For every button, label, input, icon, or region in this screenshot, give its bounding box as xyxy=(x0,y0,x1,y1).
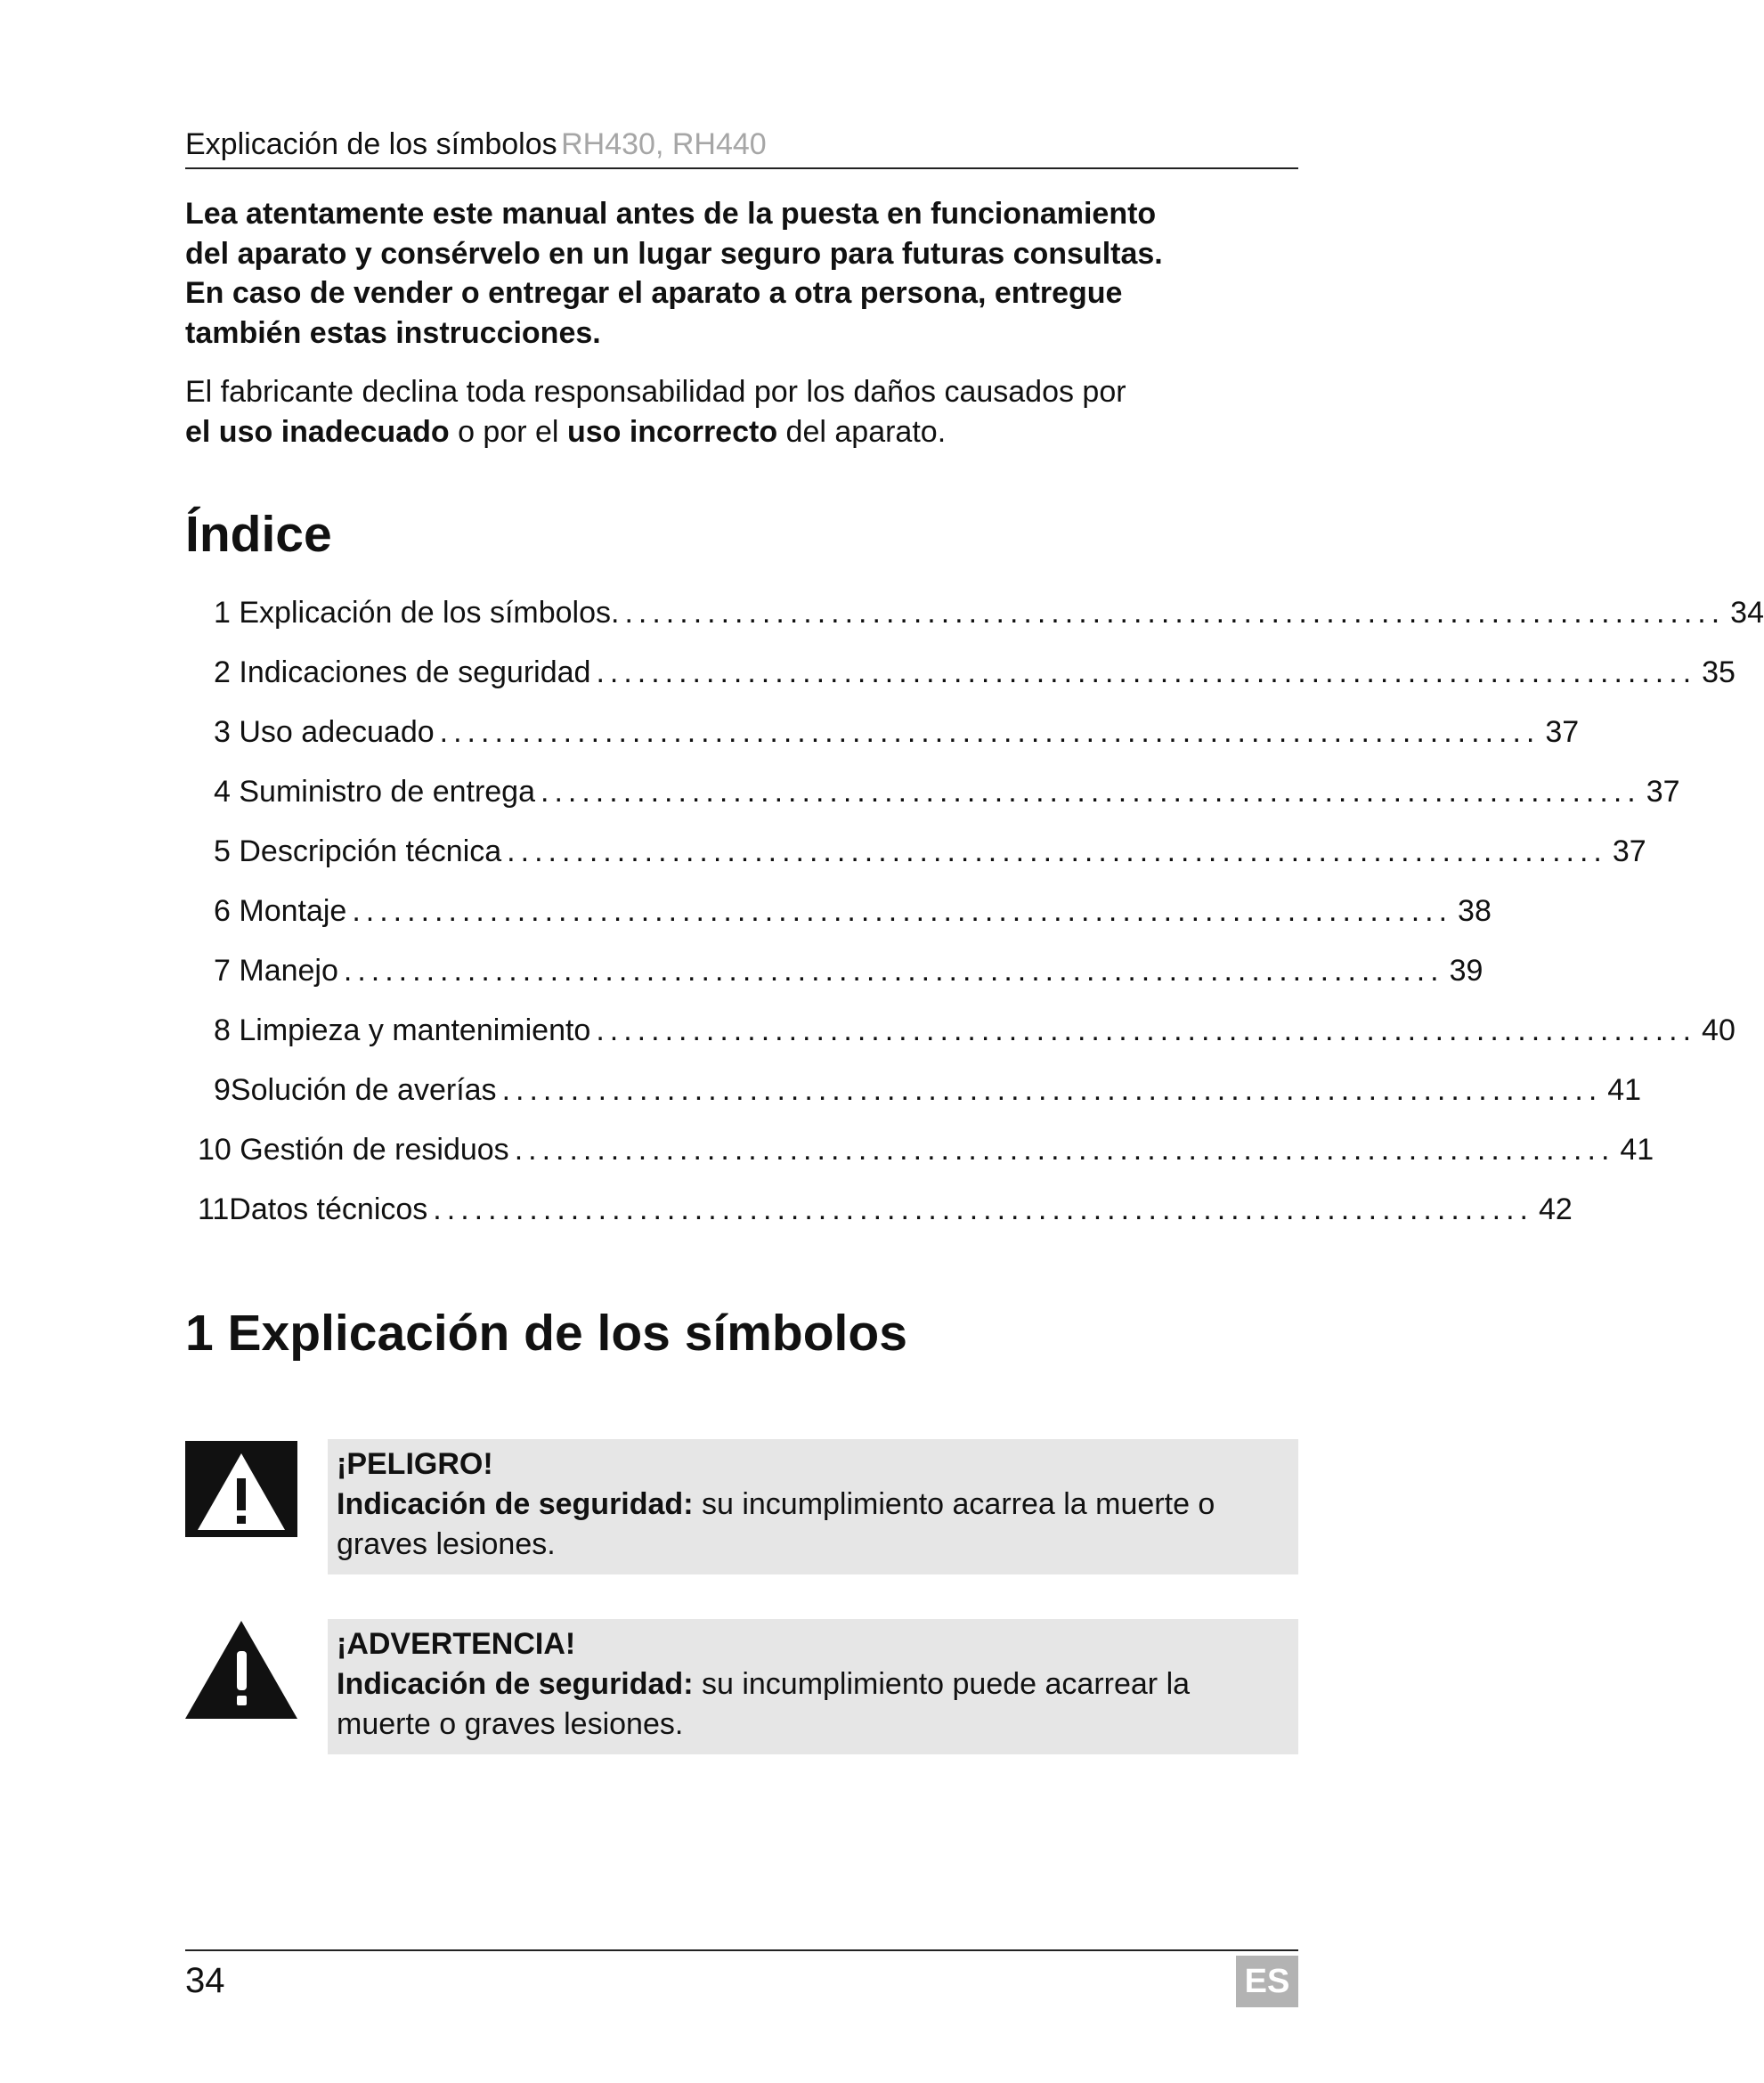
disclaimer-paragraph xyxy=(185,372,1298,452)
toc-dot-leader: ................................................................................ xyxy=(541,775,1641,809)
toc-item-page: 37 xyxy=(1646,775,1680,809)
header-models-text: RH430, RH440 xyxy=(561,127,767,161)
toc-dot-leader: ................................................................................ xyxy=(596,655,1697,689)
warning-note-text xyxy=(337,1624,1289,1745)
toc-item-number: 5 xyxy=(214,834,231,868)
toc-item-page: 39 xyxy=(1449,954,1484,988)
toc-item-label: Montaje xyxy=(239,894,347,928)
toc-item[interactable] xyxy=(214,1069,1642,1111)
section-1-title: 1 Explicación de los símbolos xyxy=(185,1305,907,1362)
toc-dot-leader: ................................................................................ xyxy=(439,715,1540,749)
toc-item-number: 2 xyxy=(214,655,231,689)
toc-dot-leader: ................................................................................ xyxy=(352,894,1453,928)
warning-label: Indicación de seguridad: xyxy=(337,1667,694,1701)
toc-dot-leader: ................................................................................ xyxy=(501,1073,1603,1107)
toc-item[interactable] xyxy=(214,591,1764,634)
danger-note xyxy=(328,1439,1298,1574)
disclaimer-emphasis-2: uso incorrecto xyxy=(566,415,778,449)
disclaimer-end: del aparato. xyxy=(777,415,947,449)
warning-triangle-icon xyxy=(183,1619,299,1721)
footer-rule xyxy=(185,1949,1298,1951)
toc-item-page: 41 xyxy=(1620,1133,1654,1167)
toc-item-label: Suministro de entrega xyxy=(239,775,536,809)
toc-item-page: 37 xyxy=(1612,834,1646,868)
warning-heading: ¡ADVERTENCIA! xyxy=(337,1627,576,1661)
toc-item-label: Descripción técnica xyxy=(239,834,502,868)
language-badge: ES xyxy=(1236,1956,1298,2007)
toc-item[interactable] xyxy=(198,1128,1654,1171)
toc-dot-leader: ................................................................................ xyxy=(343,954,1444,988)
danger-text: su incumplimiento acarrea la muerte o graves lesiones. xyxy=(337,1487,1215,1561)
toc-item[interactable] xyxy=(214,830,1646,873)
toc-item-label: Explicación de los símbolos. xyxy=(239,596,620,630)
toc-item[interactable] xyxy=(214,949,1484,992)
toc-item-number: 10 xyxy=(198,1133,232,1167)
toc-item-page: 41 xyxy=(1607,1073,1642,1107)
toc-item-label: Indicaciones de seguridad xyxy=(239,655,591,689)
toc-item-number: 6 xyxy=(214,894,231,928)
toc-dot-leader: ................................................................................ xyxy=(507,834,1607,868)
toc-item-page: 38 xyxy=(1458,894,1492,928)
intro-line: Lea atentamente este manual antes de la puesta en funcionamiento xyxy=(185,197,1157,231)
toc-item-label: Manejo xyxy=(239,954,338,988)
toc-item[interactable] xyxy=(214,890,1492,932)
toc-item-page: 40 xyxy=(1702,1013,1736,1047)
toc-item-label: Uso adecuado xyxy=(239,715,435,749)
toc-item-number: 7 xyxy=(214,954,231,988)
page-number: 34 xyxy=(185,1961,225,2000)
toc-item-label: Solución de averías xyxy=(230,1073,497,1107)
danger-body xyxy=(337,1485,1289,1565)
toc-dot-leader: ................................................................................ xyxy=(433,1192,1533,1226)
toc-item-page: 34 xyxy=(1730,596,1764,630)
toc-item-page: 37 xyxy=(1545,715,1580,749)
toc-dot-leader: ................................................................................ xyxy=(596,1013,1697,1047)
toc-item-label: Datos técnicos xyxy=(229,1192,428,1226)
intro-line: también estas instrucciones. xyxy=(185,315,601,350)
toc-item-number: 4 xyxy=(214,775,231,809)
toc-item[interactable] xyxy=(198,1188,1573,1231)
toc-item[interactable] xyxy=(214,651,1736,694)
toc-item-number: 11 xyxy=(198,1192,230,1226)
disclaimer-mid: o por el xyxy=(449,415,567,449)
warning-body xyxy=(337,1664,1289,1745)
intro-warning-paragraph xyxy=(185,194,1298,353)
toc-item-number: 1 xyxy=(214,596,231,630)
danger-heading: ¡PELIGRO! xyxy=(337,1447,493,1481)
header-section-title: Explicación de los símbolos xyxy=(185,127,557,161)
danger-label: Indicación de seguridad: xyxy=(337,1487,694,1521)
toc-item-number: 3 xyxy=(214,715,231,749)
toc-item-page: 42 xyxy=(1539,1192,1573,1226)
warning-text: su incumplimiento puede acarrear la muerte o graves lesiones. xyxy=(337,1667,1191,1741)
disclaimer-line-1: El fabricante declina toda responsabilidad por los daños causados por xyxy=(185,375,1126,409)
warning-note xyxy=(328,1619,1298,1754)
toc-item[interactable] xyxy=(214,711,1580,753)
toc-item[interactable] xyxy=(214,770,1680,813)
page-header xyxy=(185,123,1298,169)
toc-item[interactable] xyxy=(214,1009,1736,1052)
toc-dot-leader: ................................................................................ xyxy=(514,1133,1615,1167)
toc-item-label: Gestión de residuos xyxy=(240,1133,509,1167)
intro-line: del aparato y consérvelo en un lugar seguro para futuras consultas. xyxy=(185,236,1163,271)
toc-dot-leader: ................................................................................ xyxy=(624,596,1726,630)
toc-item-number: 8 xyxy=(214,1013,231,1047)
danger-warning-icon xyxy=(185,1441,297,1537)
toc-item-number: 9 xyxy=(214,1073,231,1107)
intro-line: En caso de vender o entregar el aparato a otra persona, entregue xyxy=(185,276,1123,310)
index-title: Índice xyxy=(185,506,332,563)
toc-item-label: Limpieza y mantenimiento xyxy=(239,1013,591,1047)
disclaimer-emphasis-1: el uso inadecuado xyxy=(185,415,450,449)
danger-note-text xyxy=(337,1444,1289,1565)
header-models xyxy=(561,127,767,161)
toc-item-page: 35 xyxy=(1702,655,1736,689)
disclaimer-line-2 xyxy=(185,412,1298,452)
